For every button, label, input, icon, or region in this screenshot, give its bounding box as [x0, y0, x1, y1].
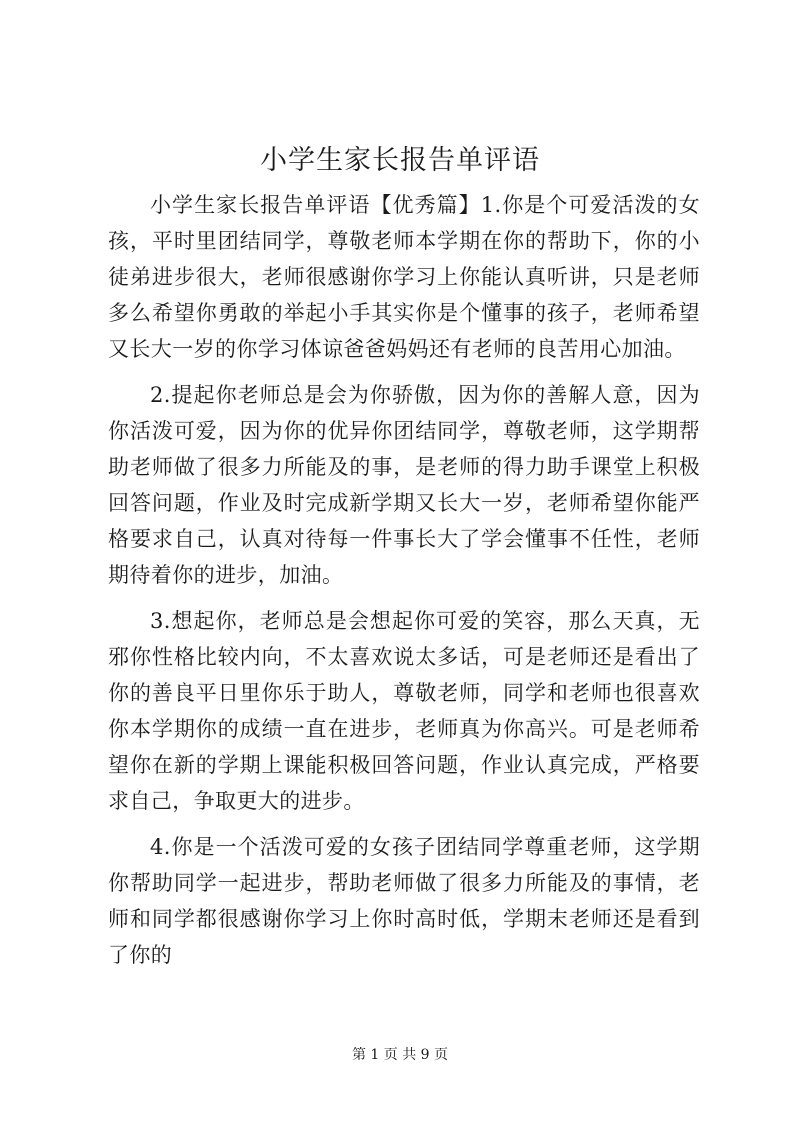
paragraph-1: 小学生家长报告单评语【优秀篇】1.你是个可爱活泼的女孩，平时里团结同学，尊敬老师本学期在你的帮助下，你的小徒弟进步很大，老师很感谢你学习上你能认真听讲，只是老师多么希望你勇敢的举起小手其实你是个懂事的孩子，老师希望又长大一岁的你学习体谅爸爸妈妈还有老师的良苦用心加油。: [108, 193, 700, 361]
paragraph-2: 2.提起你老师总是会为你骄傲，因为你的善解人意，因为你活泼可爱，因为你的优异你团结同学，尊敬老师，这学期帮助老师做了很多力所能及的事，是老师的得力助手课堂上积极回答问题，作业及时完成新学期又长大一岁，老师希望你能严格要求自己，认真对待每一件事长大了学会懂事不任性，老师期待着你的进步，加油。: [108, 383, 700, 587]
page-footer: 第 1 页 共 9 页: [351, 1047, 449, 1063]
paragraph-4: 4.你是一个活泼可爱的女孩子团结同学尊重老师，这学期你帮助同学一起进步，帮助老师做了很多力所能及的事情，老师和同学都很感谢你学习上你时高时低，学期末老师还是看到了你的: [108, 835, 700, 967]
document-title: 小学生家长报告单评语: [260, 145, 540, 176]
document-body: [108, 187, 700, 983]
paragraph-3: 3.想起你，老师总是会想起你可爱的笑容，那么天真，无邪你性格比较内向，不太喜欢说太多话，可是老师还是看出了你的善良平日里你乐于助人，尊敬老师，同学和老师也很喜欢你本学期你的成绩一直在进步，老师真为你高兴。可是老师希望你在新的学期上课能积极回答问题，作业认真完成，严格要求自己，争取更大的进步。: [108, 609, 700, 813]
